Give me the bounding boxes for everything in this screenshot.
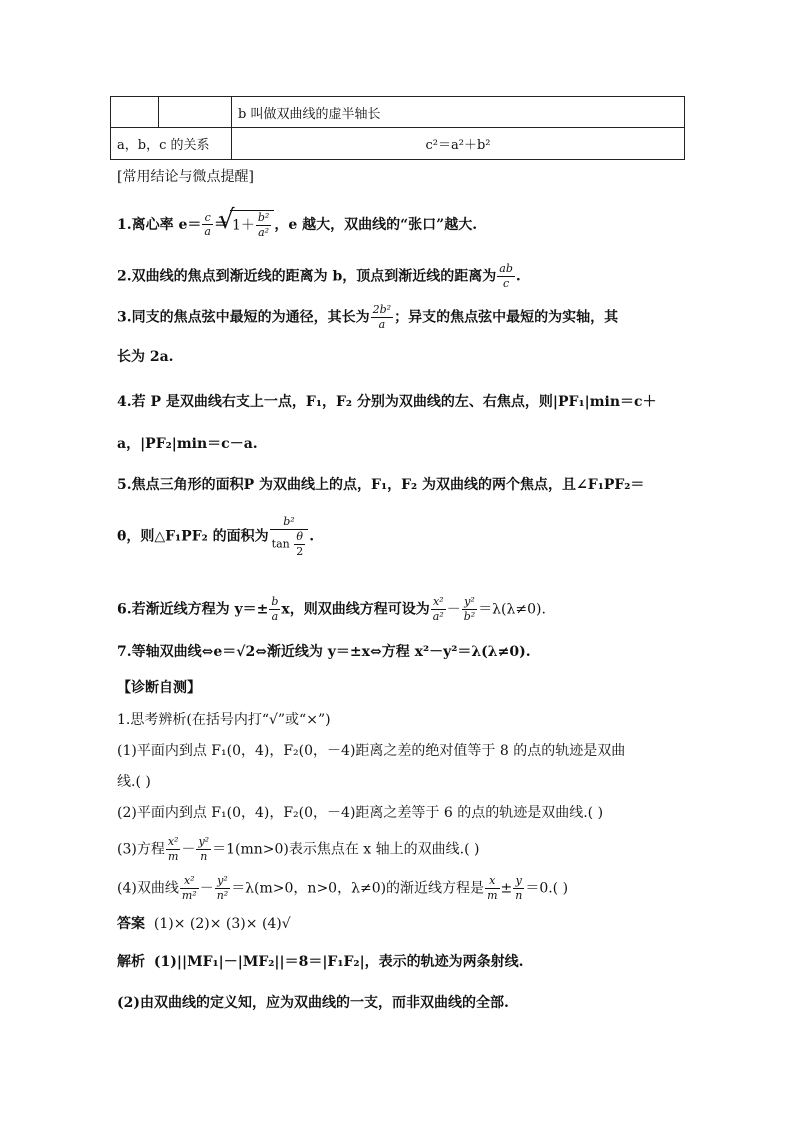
fraction: $\frac{b}{a}$ — [271, 595, 279, 623]
table-cell — [111, 97, 159, 128]
hyperbola-properties-table — [110, 96, 685, 160]
section-heading-conclusions: [常用结论与微点提醒] — [117, 169, 254, 185]
conclusion-3 — [117, 303, 618, 332]
sqrt: √ 1＋ $\frac{\text{b²}}{\text{a²}}$ — [230, 210, 274, 240]
conclusion-6: 6.若渐近线方程为 y＝± $\frac{b}{a}$ x，则双曲线方程可设为 $\frac{\text{x²}}{\text{a²}}$ － $\frac{\text{y²}}{\text{b²}}$ ＝λ(λ≠0). — [117, 595, 546, 623]
fraction: $\frac{x}{m}$ — [487, 874, 498, 902]
fraction: $\frac{\text{2b²}}{a}$ — [372, 303, 392, 331]
table-cell: b 叫做双曲线的虚半轴长 — [232, 97, 685, 128]
table-cell-label: a，b，c 的关系 — [111, 128, 232, 160]
table-row — [111, 128, 685, 160]
item-text: 2.双曲线的焦点到渐近线的距离为 b，顶点到渐近线的距离为 — [117, 268, 497, 285]
quiz-intro: 1.思考辨析(在括号内打“√”或“×”) — [117, 712, 331, 728]
fraction: $\frac{\text{b²}}{\text{a²}}$ — [257, 211, 270, 239]
answer-label: 答案 — [117, 916, 145, 932]
table-cell-value: c²＝a²＋b² — [232, 128, 685, 160]
conclusion-4: 4.若 P 是双曲线右支上一点，F₁，F₂ 分别为双曲线的左、右焦点，则|PF₁|min＝c＋ — [117, 394, 657, 410]
fraction: $\frac{\text{x²}}{\text{a²}}$ — [432, 595, 444, 623]
conclusion-5: 5.焦点三角形的面积P 为双曲线上的点，F₁，F₂ 为双曲线的两个焦点，且∠F₁PF₂＝ — [117, 477, 645, 493]
table-row — [111, 97, 685, 128]
fraction: $\frac{c}{a}$ — [204, 210, 211, 239]
fraction: $\frac{\text{x²}}{m}$ — [167, 835, 179, 863]
item-text: ，e 越大，双曲线的“张口”越大. — [274, 216, 478, 233]
table-cell — [159, 97, 232, 128]
fraction: $\frac{\text{y²}}{\text{n²}}$ — [216, 874, 229, 902]
fraction: $\frac{\text{y²}}{n}$ — [198, 835, 210, 863]
conclusion-7: 7.等轴双曲线⇔e＝√2⇔渐近线为 y＝±x⇔方程 x²－y²＝λ(λ≠0). — [117, 644, 531, 660]
item-text: θ，则△F₁PF₂ 的面积为 — [117, 528, 269, 545]
item-text: ＝λ(λ≠0). — [478, 601, 546, 618]
quiz-item-1: (1)平面内到点 F₁(0，4)，F₂(0，－4)距离之差的绝对值等于 8 的点的轨迹是双曲 — [117, 743, 626, 759]
conclusion-5-cont: θ，则△F₁PF₂ 的面积为 b² tan $\frac{\theta}{2}$ . — [117, 515, 315, 558]
fraction: $\frac{y}{n}$ — [515, 874, 523, 902]
analysis-text: (1)||MF₁|－|MF₂||＝8＝|F₁F₂|，表示的轨迹为两条射线. — [153, 954, 524, 970]
analysis-label: 解析 — [117, 954, 145, 970]
item-text: ；异支的焦点弦中最短的为实轴，其 — [394, 309, 619, 326]
item-text: 6.若渐近线方程为 y＝± — [117, 601, 269, 618]
answer-value: (1)× (2)× (3)× (4)√ — [153, 916, 291, 932]
answer-line — [117, 917, 291, 931]
conclusion-4-cont: a，|PF₂|min＝c－a. — [117, 436, 258, 452]
analysis-line-2: (2)由双曲线的定义知，应为双曲线的一支，而非双曲线的全部. — [117, 995, 509, 1011]
conclusion-3-cont: 长为 2a. — [117, 349, 174, 365]
quiz-item-4: (4)双曲线 $\frac{\text{x²}}{\text{m²}}$ － $\frac{\text{y²}}{\text{n²}}$ ＝λ(m>0，n>0，λ≠0)的渐近线方程是 $\frac{x}{m}$ ± $\frac{y}{n}$ ＝0.( ) — [117, 874, 569, 902]
analysis-line-1 — [117, 955, 524, 969]
item-text: x，则双曲线方程可设为 — [281, 601, 430, 618]
fraction: $\frac{\text{y²}}{\text{b²}}$ — [463, 595, 476, 623]
fraction: $\frac{\text{x²}}{\text{m²}}$ — [181, 874, 197, 902]
fraction: $\frac{ab}{c}$ — [499, 262, 513, 290]
fraction: $\frac{\theta}{2}$ — [296, 529, 304, 558]
section-heading-diagnosis: 【诊断自测】 — [117, 680, 201, 696]
quiz-item-1-cont: 线.( ) — [117, 774, 151, 790]
quiz-item-3: (3)方程 $\frac{\text{x²}}{m}$ － $\frac{\text{y²}}{n}$ ＝1(mn>0)表示焦点在 x 轴上的双曲线.( ) — [117, 835, 480, 863]
conclusion-2: 2.双曲线的焦点到渐近线的距离为 b，顶点到渐近线的距离为 $\frac{ab}{c}$ . — [117, 262, 521, 290]
fraction: b² tan $\frac{\theta}{2}$ — [270, 515, 309, 558]
item-text: 1.离心率 e＝ — [117, 216, 202, 233]
quiz-item-2: (2)平面内到点 F₁(0，4)，F₂(0，－4)距离之差等于 6 的点的轨迹是双曲线.( ) — [117, 805, 604, 821]
conclusion-1: 1.离心率 e＝ $\frac{c}{a}$ ＝√ 1＋ $\frac{\text{b²}}{\text{a²}}$ ，e 越大，双曲线的“张口”越大. — [117, 210, 477, 240]
item-text: 3.同支的焦点弦中最短的为通径，其长为 — [117, 309, 370, 326]
